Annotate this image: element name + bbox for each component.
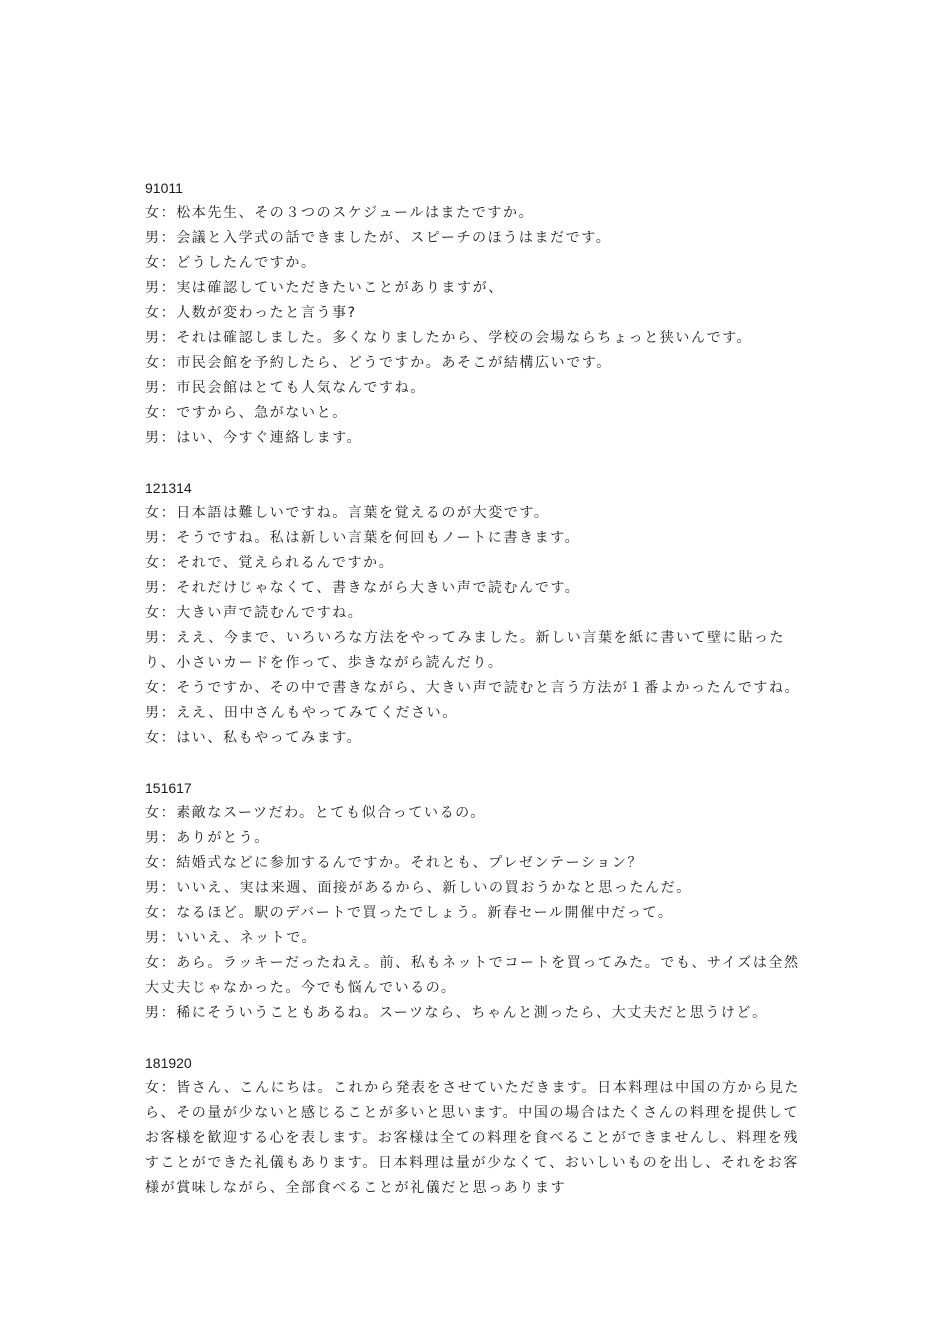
dialogue-line: 男：ありがとう。 xyxy=(145,830,270,846)
dialogue-line: 男：はい、今すぐ連絡します。 xyxy=(145,430,363,446)
dialogue-line: 女：なるほど。駅のデバートで買ったでしょう。新春セール開催中だって。 xyxy=(145,905,674,921)
dialogue-line: 男：実は確認していただきたいことがありますが、 xyxy=(145,280,504,296)
dialogue-line: 男：それは確認しました。多くなりましたから、学校の会場ならちょっと狭いんです。 xyxy=(145,330,753,346)
dialogue-line: 男：会議と入学式の話できましたが、スピーチのほうはまだです。 xyxy=(145,230,612,246)
dialogue-line: 女：松本先生、その３つのスケジュールはまたですか。 xyxy=(145,205,535,221)
dialogue-line: 男：いいえ、ネットで。 xyxy=(145,930,318,946)
dialogue-line: 女：そうですか、その中で書きながら、大きい声で読むと言う方法が１番よかったんですね。 xyxy=(145,680,801,696)
dialogue-line: 女：素敵なスーツだわ。とても似合っているの。 xyxy=(145,805,486,821)
dialogue-line: 女：あら。ラッキーだったねえ。前、私もネットでコートを買ってみた。でも、サイズは全然大丈夫じゃなかった。今でも悩んでいるの。 xyxy=(145,955,800,996)
dialogue-line: 女：それで、覚えられるんですか。 xyxy=(145,555,395,571)
dialogue-line: 女：ですから、急がないと。 xyxy=(145,405,348,421)
dialogue-line: 女：日本語は難しいですね。言葉を覚えるのが大変です。 xyxy=(145,505,550,521)
section-number: 121314 xyxy=(145,480,192,496)
dialogue-line: 男：それだけじゃなくて、書きながら大きい声で読むんです。 xyxy=(145,580,581,596)
dialogue-line: 男：いいえ、実は来週、面接があるから、新しいの買おうかなと思ったんだ。 xyxy=(145,880,692,896)
dialogue-line: 男：ええ、田中さんもやってみてください。 xyxy=(145,705,458,721)
dialogue-line: 女：人数が変わったと言う事? xyxy=(145,305,357,321)
dialogue-line: 女：市民会館を予約したら、どうですか。あそこが結構広いです。 xyxy=(145,355,612,371)
dialogue-line: 女：皆さん、こんにちは。これから発表をさせていただきます。日本料理は中国の方から見たら、その量が少ないと感じることが多いと思います。中国の場合はたくさんの料理を提供してお客様を歓迎する心を表します。お客様は全ての料理を食べることができませんし、料理を残すことができた礼儀もあります。日本料理は量が少なくて、おいしいものを出し、それをお客様が賞味しながら、全部食べることが礼儀だと思っあります xyxy=(145,1080,800,1196)
dialogue-line: 男：そうですね。私は新しい言葉を何回もノートに書きます。 xyxy=(145,530,581,546)
section-number: 181920 xyxy=(145,1055,192,1071)
dialogue-section-151617 xyxy=(145,776,810,1026)
dialogue-line: 女：大きい声で読むんですね。 xyxy=(145,605,364,621)
dialogue-section-181920 xyxy=(145,1051,810,1201)
section-number: 151617 xyxy=(145,780,192,796)
document-page xyxy=(145,176,810,1226)
dialogue-line: 男：ええ、今まで、いろいろな方法をやってみました。新しい言葉を紙に書いて壁に貼ったり、小さいカードを作って、歩きながら読んだり。 xyxy=(145,630,786,671)
dialogue-line: 男：稀にそういうこともあるね。スーツなら、ちゃんと測ったら、大丈夫だと思うけど。 xyxy=(145,1005,768,1021)
dialogue-line: 男：市民会館はとても人気なんですね。 xyxy=(145,380,426,396)
section-number: 91011 xyxy=(145,180,183,196)
dialogue-line: 女：結婚式などに参加するんですか。それとも、プレゼンテーション？ xyxy=(145,855,644,871)
dialogue-section-121314 xyxy=(145,476,810,751)
dialogue-line: 女：どうしたんですか。 xyxy=(145,255,317,271)
dialogue-line: 女：はい、私もやってみます。 xyxy=(145,730,363,746)
dialogue-section-91011 xyxy=(145,176,810,451)
